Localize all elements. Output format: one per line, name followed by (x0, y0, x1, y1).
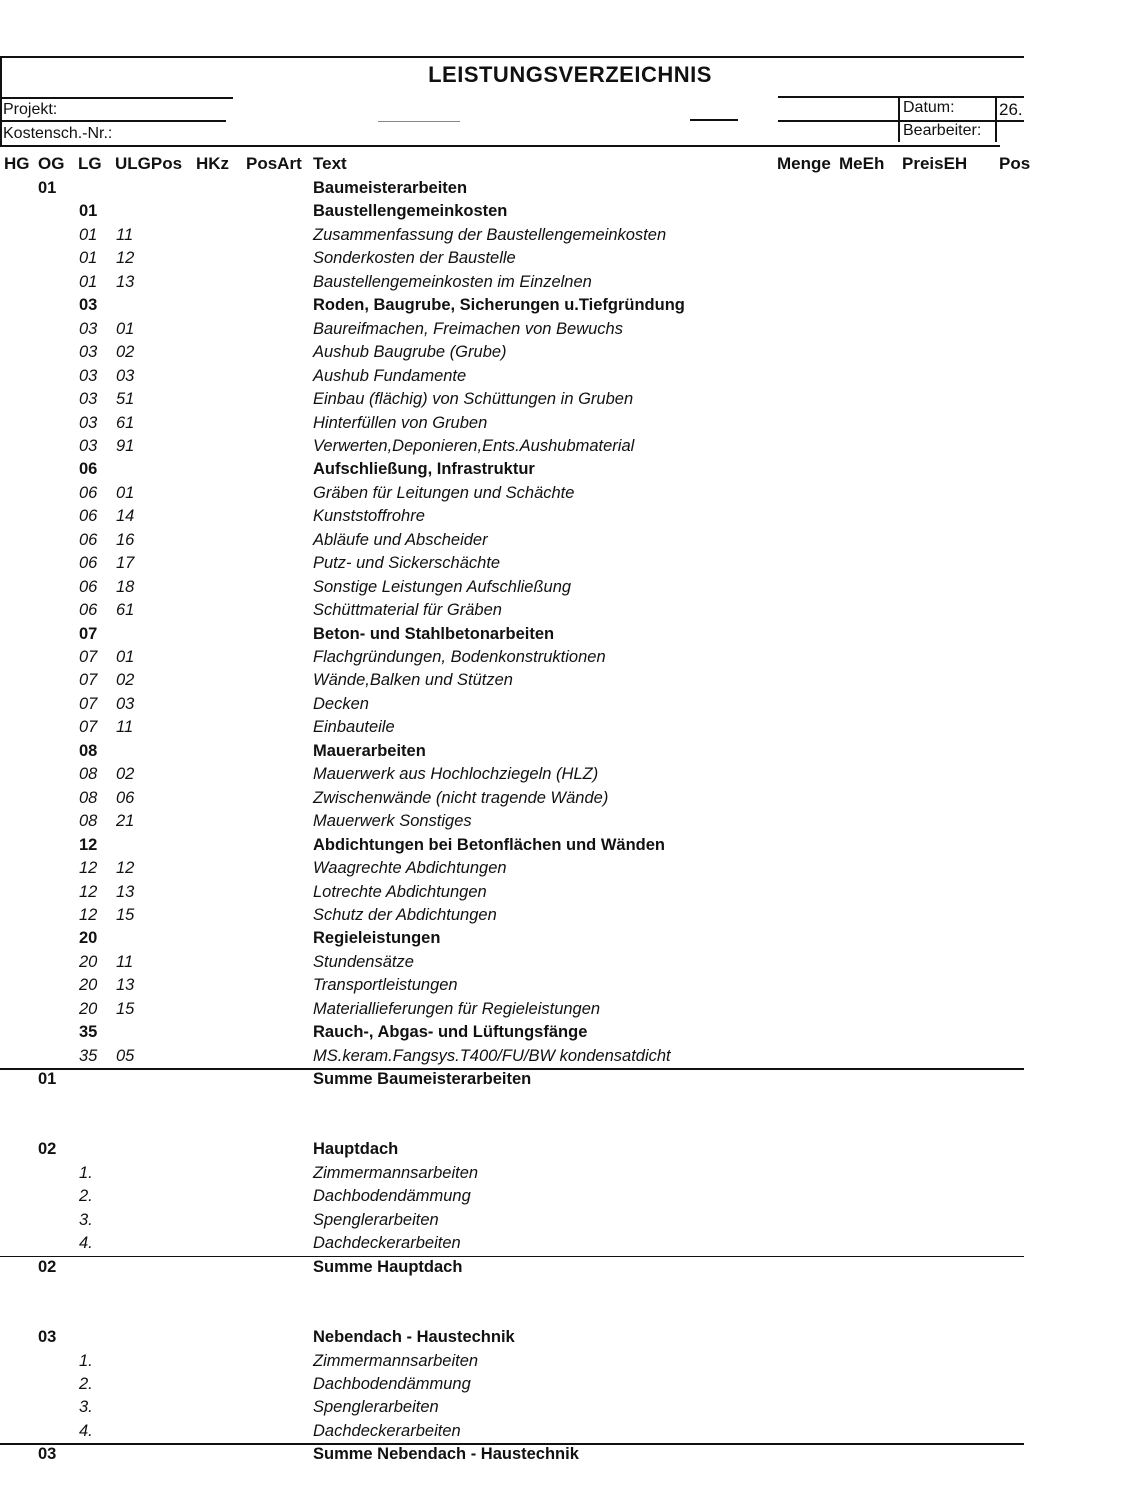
row-text: Aufschließung, Infrastruktur (313, 460, 535, 479)
row-ulg: 01 (116, 648, 135, 666)
row-ulg: 11 (116, 225, 134, 244)
row-text: Beton- und Stahlbetonarbeiten (313, 624, 555, 643)
row-ulg: 02 (116, 671, 135, 690)
row-ulg: 15 (116, 999, 135, 1018)
row-text: Lotrechte Abdichtungen (313, 882, 487, 901)
row-ulg: 12 (116, 249, 135, 268)
row-text: Spenglerarbeiten (313, 1210, 439, 1229)
row-lg: 35 (79, 1023, 98, 1042)
row-text: Sonstige Leistungen Aufschließung (313, 577, 572, 596)
row-text: Zwischenwände (nicht tragende Wände) (313, 788, 609, 807)
row-text: Dachbodendämmung (313, 1374, 471, 1393)
col-ulgpos: ULGPos (115, 154, 183, 173)
kostensch-label: Kostensch.-Nr.: (3, 125, 113, 142)
row-lg: 07 (79, 671, 98, 690)
row-text: Putz- und Sickerschächte (313, 554, 501, 573)
row-ulg: 61 (116, 413, 135, 432)
row-text: Hauptdach (313, 1140, 399, 1159)
row-lg: 1. (79, 1163, 93, 1182)
row-lg: 01 (79, 202, 98, 221)
row-lg: 12 (79, 882, 98, 901)
row-lg: 12 (79, 859, 98, 878)
row-text: Summe Baumeisterarbeiten (313, 1070, 532, 1089)
row-text: Dachdeckerarbeiten (313, 1421, 461, 1440)
row-lg: 12 (79, 835, 98, 854)
row-lg: 07 (79, 694, 98, 713)
col-posart: PosArt (246, 154, 302, 173)
row-lg: 3. (79, 1398, 93, 1417)
row-text: Flachgründungen, Bodenkonstruktionen (313, 648, 606, 666)
col-preiseh: PreisEH (902, 154, 968, 173)
row-ulg: 03 (116, 366, 135, 385)
row-ulg: 18 (116, 577, 135, 596)
row-text: Verwerten,Deponieren,Ents.Aushubmaterial (313, 436, 635, 455)
row-text: Stundensätze (313, 952, 414, 971)
row-ulg: 61 (116, 601, 135, 620)
row-ulg: 12 (116, 859, 135, 878)
row-text: Schüttmaterial für Gräben (313, 601, 502, 620)
row-lg: 07 (79, 718, 98, 737)
row-ulg: 16 (116, 530, 135, 549)
row-text: Dachdeckerarbeiten (313, 1234, 461, 1253)
top-rule (0, 56, 1024, 58)
row-lg: 01 (79, 249, 98, 268)
right-field-line-2 (778, 120, 1024, 122)
datum-box-mid (995, 96, 997, 142)
row-text: Zimmermannsarbeiten (313, 1163, 479, 1182)
col-menge: Menge (777, 154, 831, 173)
row-text: Mauerwerk Sonstiges (313, 812, 472, 831)
row-lg: 06 (79, 483, 98, 502)
row-text: Transportleistungen (313, 976, 458, 995)
row-text: MS.keram.Fangsys.T400/FU/BW kondensatdicht (313, 1046, 671, 1065)
row-ulg: 01 (116, 319, 135, 338)
row-text: Sonderkosten der Baustelle (313, 249, 516, 268)
row-lg: 35 (79, 1046, 98, 1065)
bearbeiter-label: Bearbeiter: (903, 122, 982, 139)
col-hg: HG (4, 154, 30, 173)
row-ulg: 01 (116, 483, 135, 502)
row-text: Zimmermannsarbeiten (313, 1351, 479, 1370)
row-lg: 08 (79, 741, 98, 760)
row-lg: 07 (79, 648, 98, 666)
row-lg: 08 (79, 765, 98, 784)
row-ulg: 13 (116, 976, 135, 995)
col-lg: LG (78, 154, 102, 173)
row-text: Baumeisterarbeiten (313, 179, 468, 197)
row-text: Baustellengemeinkosten (313, 202, 508, 221)
row-lg: 20 (79, 976, 98, 995)
row-text: Roden, Baugrube, Sicherungen u.Tiefgründung (313, 296, 685, 315)
row-lg: 4. (79, 1234, 93, 1253)
row-lg: 03 (79, 319, 98, 338)
row-ulg: 11 (116, 718, 134, 737)
row-ulg: 15 (116, 905, 135, 924)
row-text: Mauerwerk aus Hochlochziegeln (HLZ) (313, 765, 599, 784)
datum-label: Datum: (903, 99, 955, 116)
row-lg: 07 (79, 624, 98, 643)
row-lg: 3. (79, 1210, 93, 1229)
row-ulg: 13 (116, 272, 135, 291)
col-meeh: MeEh (839, 154, 885, 173)
row-lg: 12 (79, 905, 98, 924)
row-lg: 08 (79, 788, 98, 807)
row-text: Aushub Fundamente (313, 366, 467, 385)
row-ulg: 21 (116, 812, 135, 831)
row-text: Schutz der Abdichtungen (313, 905, 497, 924)
row-lg: 1. (79, 1351, 93, 1370)
row-lg: 20 (79, 929, 98, 948)
middle-dash-2 (690, 119, 738, 121)
row-text: Rauch-, Abgas- und Lüftungsfänge (313, 1023, 588, 1042)
kostensch-underline (0, 145, 1000, 147)
row-text: Abdichtungen bei Betonflächen und Wänden (313, 835, 665, 854)
row-ulg: 11 (116, 952, 134, 971)
row-lg: 06 (79, 554, 98, 573)
row-text: Abläufe und Abscheider (313, 530, 488, 549)
row-text: Summe Hauptdach (313, 1257, 463, 1276)
row-text: Waagrechte Abdichtungen (313, 859, 507, 878)
row-lg: 03 (79, 366, 98, 385)
row-og: 02 (38, 1257, 57, 1276)
right-field-line-1 (778, 96, 1024, 98)
document-title: LEISTUNGSVERZEICHNIS (428, 62, 712, 87)
row-og: 02 (38, 1140, 57, 1159)
col-pos: Pos (999, 154, 1031, 173)
middle-dash (378, 121, 460, 122)
row-lg: 03 (79, 343, 98, 362)
row-lg: 20 (79, 999, 98, 1018)
row-ulg: 51 (116, 390, 135, 409)
col-text: Text (313, 154, 347, 173)
row-ulg: 91 (116, 436, 135, 455)
row-text: Decken (313, 694, 369, 713)
projekt-underline (0, 97, 233, 99)
row-lg: 06 (79, 460, 98, 479)
row-text: Spenglerarbeiten (313, 1398, 439, 1417)
row-text: Aushub Baugrube (Grube) (313, 343, 507, 362)
row-ulg: 13 (116, 882, 135, 901)
projekt-field-line (0, 120, 226, 122)
row-lg: 03 (79, 436, 98, 455)
row-lg: 03 (79, 296, 98, 315)
row-text: Zusammenfassung der Baustellengemeinkosten (313, 225, 667, 244)
row-ulg: 02 (116, 343, 135, 362)
row-text: Materiallieferungen für Regieleistungen (313, 999, 601, 1018)
datum-value: 26. (999, 100, 1023, 119)
col-hkz: HKz (196, 154, 230, 173)
row-lg: 06 (79, 507, 98, 526)
row-text: Hinterfüllen von Gruben (313, 413, 488, 432)
row-text: Kunststoffrohre (313, 507, 425, 526)
row-lg: 2. (79, 1187, 93, 1206)
row-og: 01 (38, 1070, 57, 1089)
col-og: OG (38, 154, 65, 173)
section-sum-rule (0, 1256, 1024, 1258)
row-og: 03 (38, 1445, 57, 1464)
row-text: Dachbodendämmung (313, 1187, 471, 1206)
row-ulg: 14 (116, 507, 135, 526)
row-text: Einbau (flächig) von Schüttungen in Gruben (313, 390, 634, 409)
row-text: Einbauteile (313, 718, 395, 737)
row-lg: 08 (79, 812, 98, 831)
row-og: 03 (38, 1328, 57, 1347)
row-text: Regieleistungen (313, 929, 441, 948)
row-lg: 06 (79, 530, 98, 549)
row-lg: 01 (79, 225, 98, 244)
row-ulg: 06 (116, 788, 135, 807)
row-text: Baustellengemeinkosten im Einzelnen (313, 272, 592, 291)
row-ulg: 02 (116, 765, 135, 784)
row-text: Wände,Balken und Stützen (313, 671, 513, 690)
row-lg: 4. (79, 1421, 93, 1440)
row-ulg: 05 (116, 1046, 135, 1065)
datum-box-left (898, 96, 900, 142)
row-lg: 03 (79, 413, 98, 432)
row-text: Baureifmachen, Freimachen von Bewuchs (313, 319, 623, 338)
row-lg: 06 (79, 601, 98, 620)
row-lg: 03 (79, 390, 98, 409)
row-og: 01 (38, 179, 57, 197)
row-text: Gräben für Leitungen und Schächte (313, 483, 575, 502)
row-lg: 06 (79, 577, 98, 596)
row-text: Nebendach - Haustechnik (313, 1328, 515, 1347)
projekt-label: Projekt: (3, 101, 58, 118)
row-text: Mauerarbeiten (313, 741, 426, 760)
row-text: Summe Nebendach - Haustechnik (313, 1445, 579, 1464)
row-lg: 01 (79, 272, 98, 291)
row-ulg: 17 (116, 554, 135, 573)
row-lg: 20 (79, 952, 98, 971)
row-ulg: 03 (116, 694, 135, 713)
row-lg: 2. (79, 1374, 93, 1393)
